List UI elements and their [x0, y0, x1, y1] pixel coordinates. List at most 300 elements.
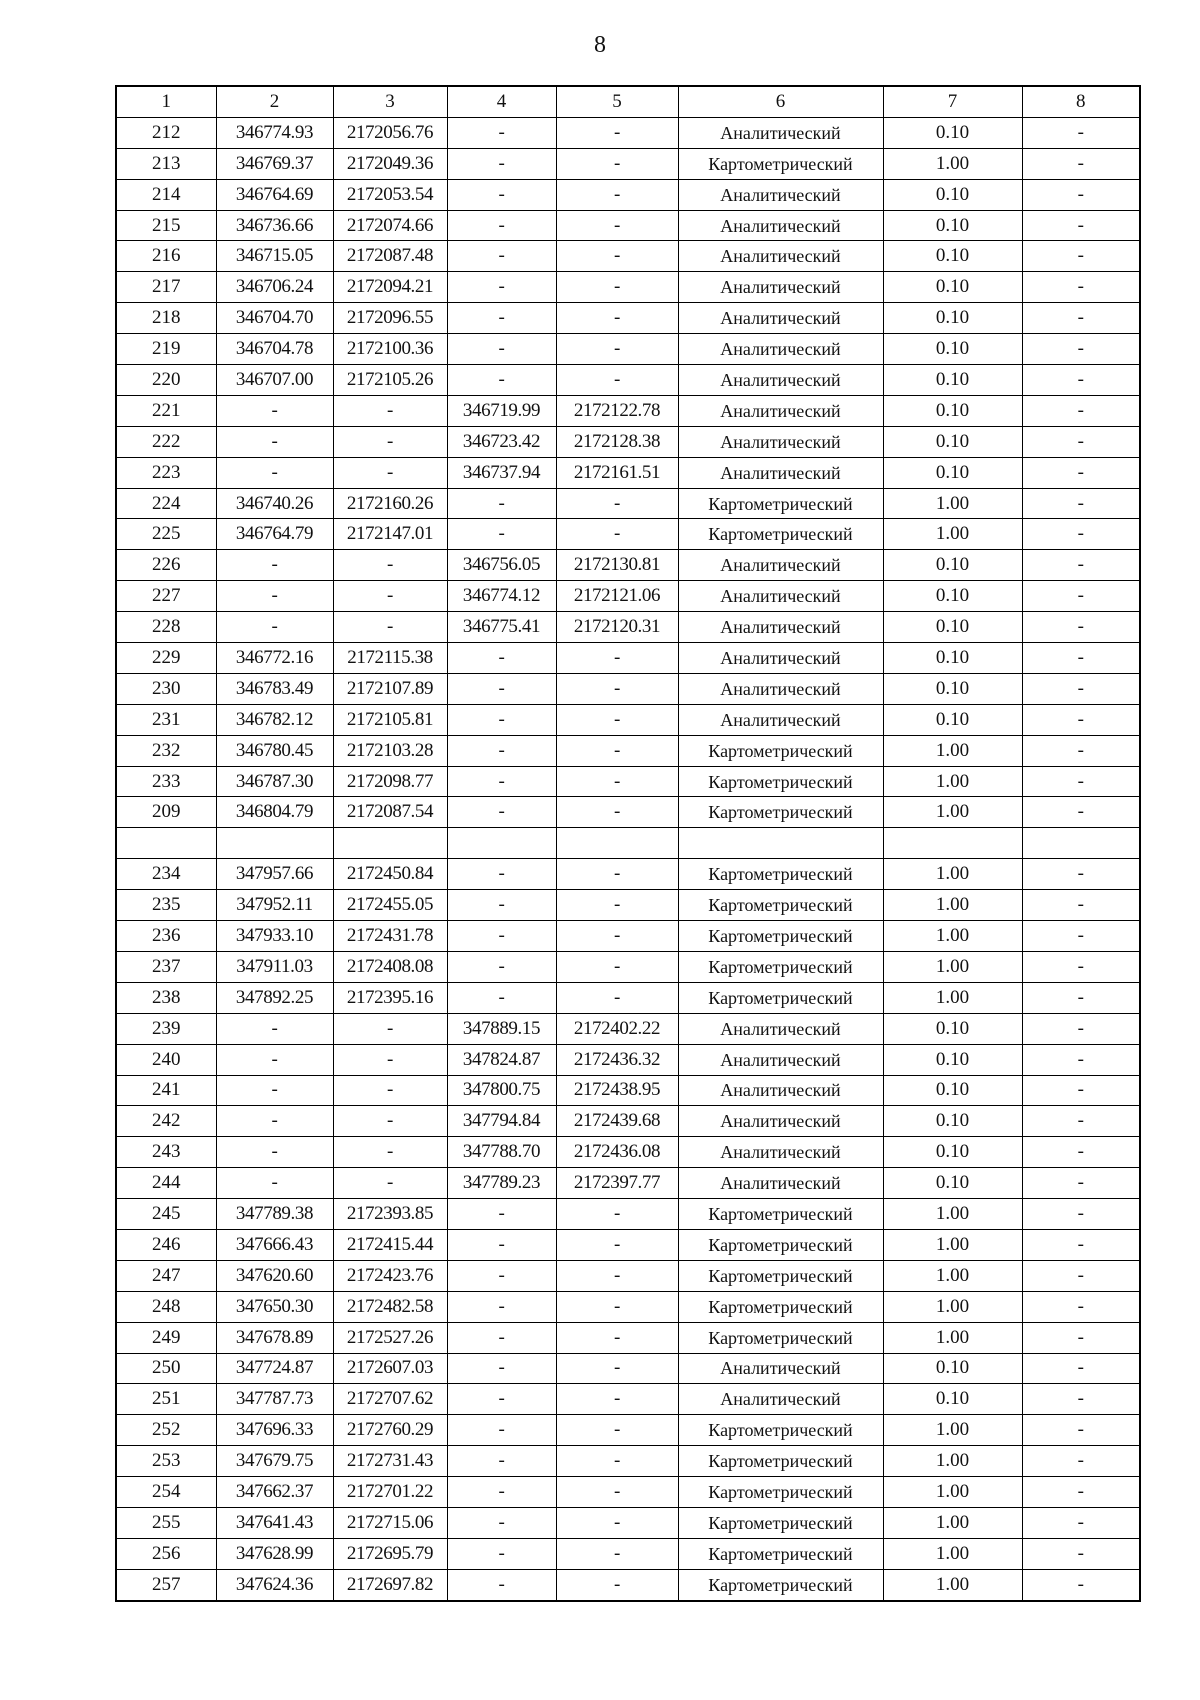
cell-x-alt: -	[447, 1477, 556, 1508]
cell-x: 347911.03	[216, 951, 333, 982]
table-row	[116, 1384, 1140, 1415]
cell-y: -	[333, 1013, 447, 1044]
cell-y: 2172760.29	[333, 1415, 447, 1446]
cell-accuracy: 0.10	[883, 272, 1022, 303]
table-row	[116, 1538, 1140, 1569]
cell-note: -	[1022, 673, 1140, 704]
cell-x: 346707.00	[216, 365, 333, 396]
cell-point-number: 253	[116, 1446, 216, 1477]
cell-method: Аналитический	[678, 457, 883, 488]
cell-point-number: 227	[116, 581, 216, 612]
cell-x-alt: 347800.75	[447, 1075, 556, 1106]
cell-accuracy: 0.10	[883, 117, 1022, 148]
cell-accuracy: 1.00	[883, 1229, 1022, 1260]
cell-note: -	[1022, 921, 1140, 952]
cell-method: Картометрический	[678, 1415, 883, 1446]
cell-note: -	[1022, 890, 1140, 921]
cell-accuracy: 0.10	[883, 1168, 1022, 1199]
cell-method: Картометрический	[678, 797, 883, 828]
cell-point-number: 214	[116, 179, 216, 210]
cell-method: Картометрический	[678, 1322, 883, 1353]
table-row	[116, 612, 1140, 643]
cell-y-alt: 2172120.31	[556, 612, 678, 643]
cell-note: -	[1022, 210, 1140, 241]
cell-y: -	[333, 395, 447, 426]
table-row	[116, 921, 1140, 952]
cell-x-alt: -	[447, 1415, 556, 1446]
cell-y: -	[333, 550, 447, 581]
table-row	[116, 1229, 1140, 1260]
cell-x-alt: -	[447, 1446, 556, 1477]
cell-x: 346783.49	[216, 673, 333, 704]
cell-y-alt: -	[556, 982, 678, 1013]
cell-y: 2172098.77	[333, 766, 447, 797]
cell-y: 2172107.89	[333, 673, 447, 704]
table-row	[116, 1322, 1140, 1353]
cell-y-alt: -	[556, 704, 678, 735]
cell-x: -	[216, 395, 333, 426]
cell-y-alt: 2172121.06	[556, 581, 678, 612]
cell-point-number: 221	[116, 395, 216, 426]
header-cell: 2	[216, 86, 333, 117]
cell-accuracy: 0.10	[883, 1075, 1022, 1106]
cell-y: -	[333, 581, 447, 612]
cell-x-alt: 346774.12	[447, 581, 556, 612]
cell-note: -	[1022, 766, 1140, 797]
cell-x-alt: -	[447, 519, 556, 550]
cell-point-number: 257	[116, 1569, 216, 1600]
cell-method: Аналитический	[678, 1106, 883, 1137]
cell-x-alt	[447, 828, 556, 859]
table-row	[116, 704, 1140, 735]
cell-y: 2172100.36	[333, 334, 447, 365]
cell-x: -	[216, 581, 333, 612]
cell-x-alt: -	[447, 1507, 556, 1538]
cell-x: 347892.25	[216, 982, 333, 1013]
cell-y: 2172087.48	[333, 241, 447, 272]
cell-accuracy: 0.10	[883, 612, 1022, 643]
cell-y-alt: -	[556, 488, 678, 519]
table-row	[116, 210, 1140, 241]
cell-accuracy: 0.10	[883, 704, 1022, 735]
cell-point-number: 251	[116, 1384, 216, 1415]
cell-point-number: 252	[116, 1415, 216, 1446]
cell-note: -	[1022, 1260, 1140, 1291]
cell-x: 347650.30	[216, 1291, 333, 1322]
cell-x-alt: -	[447, 704, 556, 735]
cell-note: -	[1022, 612, 1140, 643]
cell-point-number: 239	[116, 1013, 216, 1044]
cell-x: 347696.33	[216, 1415, 333, 1446]
cell-y-alt: 2172436.32	[556, 1044, 678, 1075]
table-row	[116, 1199, 1140, 1230]
cell-y: 2172482.58	[333, 1291, 447, 1322]
cell-method: Картометрический	[678, 519, 883, 550]
cell-y: 2172701.22	[333, 1477, 447, 1508]
cell-accuracy: 1.00	[883, 890, 1022, 921]
cell-y-alt: -	[556, 890, 678, 921]
cell-y: 2172408.08	[333, 951, 447, 982]
cell-method: Аналитический	[678, 673, 883, 704]
table-row	[116, 1013, 1140, 1044]
cell-y: 2172695.79	[333, 1538, 447, 1569]
cell-method: Аналитический	[678, 1384, 883, 1415]
cell-point-number: 232	[116, 735, 216, 766]
cell-point-number: 254	[116, 1477, 216, 1508]
table-body	[116, 86, 1140, 1601]
cell-y: 2172087.54	[333, 797, 447, 828]
cell-x: -	[216, 1137, 333, 1168]
cell-point-number: 212	[116, 117, 216, 148]
cell-note: -	[1022, 1229, 1140, 1260]
cell-accuracy: 1.00	[883, 488, 1022, 519]
cell-point-number: 255	[116, 1507, 216, 1538]
cell-y	[333, 828, 447, 859]
cell-y-alt: -	[556, 1291, 678, 1322]
cell-method: Аналитический	[678, 1044, 883, 1075]
cell-x-alt: 346723.42	[447, 426, 556, 457]
header-cell: 7	[883, 86, 1022, 117]
cell-method: Аналитический	[678, 581, 883, 612]
cell-note: -	[1022, 1199, 1140, 1230]
cell-y: 2172607.03	[333, 1353, 447, 1384]
cell-point-number: 213	[116, 148, 216, 179]
cell-y: -	[333, 1168, 447, 1199]
cell-x: 346782.12	[216, 704, 333, 735]
table-row	[116, 643, 1140, 674]
header-cell: 5	[556, 86, 678, 117]
cell-accuracy: 1.00	[883, 951, 1022, 982]
cell-x: 347933.10	[216, 921, 333, 952]
cell-y: 2172395.16	[333, 982, 447, 1013]
cell-accuracy: 1.00	[883, 1507, 1022, 1538]
cell-point-number: 256	[116, 1538, 216, 1569]
header-cell: 8	[1022, 86, 1140, 117]
cell-note: -	[1022, 643, 1140, 674]
cell-x-alt: 347824.87	[447, 1044, 556, 1075]
cell-y-alt: -	[556, 365, 678, 396]
cell-y: 2172049.36	[333, 148, 447, 179]
cell-x: 347662.37	[216, 1477, 333, 1508]
table-row	[116, 890, 1140, 921]
cell-note: -	[1022, 365, 1140, 396]
cell-x-alt: -	[447, 148, 556, 179]
cell-note: -	[1022, 1013, 1140, 1044]
cell-x-alt: -	[447, 735, 556, 766]
cell-accuracy: 0.10	[883, 1384, 1022, 1415]
table-row	[116, 1168, 1140, 1199]
cell-x: 346774.93	[216, 117, 333, 148]
cell-y: 2172455.05	[333, 890, 447, 921]
cell-x-alt: -	[447, 951, 556, 982]
table-row	[116, 797, 1140, 828]
table-row	[116, 179, 1140, 210]
cell-method: Картометрический	[678, 1291, 883, 1322]
cell-point-number: 235	[116, 890, 216, 921]
cell-y: 2172715.06	[333, 1507, 447, 1538]
cell-point-number: 231	[116, 704, 216, 735]
cell-accuracy: 0.10	[883, 179, 1022, 210]
cell-accuracy: 0.10	[883, 457, 1022, 488]
cell-note: -	[1022, 581, 1140, 612]
cell-method: Аналитический	[678, 643, 883, 674]
cell-y: 2172074.66	[333, 210, 447, 241]
cell-note: -	[1022, 550, 1140, 581]
cell-y: 2172697.82	[333, 1569, 447, 1600]
cell-point-number: 218	[116, 303, 216, 334]
cell-x: -	[216, 612, 333, 643]
cell-note: -	[1022, 117, 1140, 148]
cell-y-alt	[556, 828, 678, 859]
cell-x: -	[216, 1075, 333, 1106]
cell-point-number: 233	[116, 766, 216, 797]
cell-accuracy: 1.00	[883, 1538, 1022, 1569]
cell-method: Картометрический	[678, 1199, 883, 1230]
cell-x: -	[216, 1106, 333, 1137]
cell-note: -	[1022, 1168, 1140, 1199]
cell-y: 2172094.21	[333, 272, 447, 303]
cell-x: 347957.66	[216, 859, 333, 890]
cell-y-alt: 2172439.68	[556, 1106, 678, 1137]
cell-x: -	[216, 1044, 333, 1075]
cell-y: 2172393.85	[333, 1199, 447, 1230]
cell-x-alt: -	[447, 1538, 556, 1569]
cell-y: -	[333, 1106, 447, 1137]
cell-y-alt: 2172436.08	[556, 1137, 678, 1168]
cell-y-alt: 2172402.22	[556, 1013, 678, 1044]
cell-x-alt: -	[447, 890, 556, 921]
cell-x	[216, 828, 333, 859]
cell-x: 346706.24	[216, 272, 333, 303]
table-row	[116, 766, 1140, 797]
cell-y-alt: -	[556, 859, 678, 890]
cell-point-number: 224	[116, 488, 216, 519]
cell-x: 346704.78	[216, 334, 333, 365]
cell-y-alt: -	[556, 1446, 678, 1477]
cell-point-number: 223	[116, 457, 216, 488]
cell-method: Картометрический	[678, 766, 883, 797]
cell-y-alt: -	[556, 1199, 678, 1230]
cell-point-number: 220	[116, 365, 216, 396]
cell-x-alt: -	[447, 488, 556, 519]
cell-point-number: 246	[116, 1229, 216, 1260]
cell-note: -	[1022, 1507, 1140, 1538]
cell-note: -	[1022, 488, 1140, 519]
cell-note: -	[1022, 303, 1140, 334]
cell-note: -	[1022, 859, 1140, 890]
cell-accuracy: 1.00	[883, 1569, 1022, 1600]
cell-x-alt: -	[447, 303, 556, 334]
cell-y-alt: 2172128.38	[556, 426, 678, 457]
cell-x-alt: 346775.41	[447, 612, 556, 643]
cell-note: -	[1022, 179, 1140, 210]
cell-point-number: 229	[116, 643, 216, 674]
table-row	[116, 1415, 1140, 1446]
cell-y: 2172160.26	[333, 488, 447, 519]
table-row	[116, 1075, 1140, 1106]
cell-accuracy: 1.00	[883, 148, 1022, 179]
cell-x-alt: -	[447, 859, 556, 890]
coordinates-table	[115, 85, 1141, 1602]
cell-y: -	[333, 457, 447, 488]
cell-method: Аналитический	[678, 117, 883, 148]
cell-x-alt: -	[447, 210, 556, 241]
table-row	[116, 951, 1140, 982]
cell-point-number: 250	[116, 1353, 216, 1384]
cell-point-number: 228	[116, 612, 216, 643]
cell-point-number: 244	[116, 1168, 216, 1199]
cell-x: 346780.45	[216, 735, 333, 766]
cell-note: -	[1022, 982, 1140, 1013]
cell-point-number: 209	[116, 797, 216, 828]
cell-method: Аналитический	[678, 365, 883, 396]
cell-accuracy: 0.10	[883, 673, 1022, 704]
cell-y: -	[333, 1137, 447, 1168]
table-row	[116, 1446, 1140, 1477]
cell-accuracy: 1.00	[883, 921, 1022, 952]
cell-y-alt: -	[556, 1322, 678, 1353]
cell-x-alt: -	[447, 797, 556, 828]
cell-point-number: 240	[116, 1044, 216, 1075]
cell-note: -	[1022, 1106, 1140, 1137]
cell-accuracy: 0.10	[883, 1013, 1022, 1044]
cell-x-alt: -	[447, 643, 556, 674]
cell-x: 346736.66	[216, 210, 333, 241]
cell-y-alt: -	[556, 766, 678, 797]
cell-y: 2172415.44	[333, 1229, 447, 1260]
cell-method: Картометрический	[678, 1477, 883, 1508]
cell-y-alt: -	[556, 643, 678, 674]
cell-y-alt: -	[556, 1538, 678, 1569]
cell-y-alt: -	[556, 1569, 678, 1600]
header-cell: 4	[447, 86, 556, 117]
table-row	[116, 395, 1140, 426]
cell-y-alt: -	[556, 797, 678, 828]
cell-method: Картометрический	[678, 1569, 883, 1600]
table-row	[116, 488, 1140, 519]
cell-x-alt: -	[447, 673, 556, 704]
cell-accuracy: 0.10	[883, 395, 1022, 426]
cell-accuracy: 0.10	[883, 1353, 1022, 1384]
cell-accuracy: 0.10	[883, 210, 1022, 241]
cell-note: -	[1022, 1353, 1140, 1384]
cell-note: -	[1022, 1384, 1140, 1415]
cell-x: 347624.36	[216, 1569, 333, 1600]
cell-method: Картометрический	[678, 735, 883, 766]
cell-accuracy: 0.10	[883, 581, 1022, 612]
cell-note: -	[1022, 457, 1140, 488]
cell-method: Аналитический	[678, 1137, 883, 1168]
table-row	[116, 519, 1140, 550]
cell-point-number: 226	[116, 550, 216, 581]
cell-method: Аналитический	[678, 334, 883, 365]
cell-y-alt: -	[556, 1353, 678, 1384]
cell-y-alt: 2172122.78	[556, 395, 678, 426]
cell-point-number: 217	[116, 272, 216, 303]
cell-y-alt: 2172438.95	[556, 1075, 678, 1106]
cell-y: 2172103.28	[333, 735, 447, 766]
table-row	[116, 828, 1140, 859]
header-cell: 6	[678, 86, 883, 117]
cell-point-number: 222	[116, 426, 216, 457]
cell-x-alt: 346737.94	[447, 457, 556, 488]
cell-method: Картометрический	[678, 890, 883, 921]
table-row	[116, 426, 1140, 457]
cell-x: 346740.26	[216, 488, 333, 519]
cell-method: Аналитический	[678, 1168, 883, 1199]
cell-y: 2172731.43	[333, 1446, 447, 1477]
cell-x: 347789.38	[216, 1199, 333, 1230]
cell-y: -	[333, 1044, 447, 1075]
cell-y-alt: -	[556, 1260, 678, 1291]
table-row	[116, 334, 1140, 365]
cell-point-number: 237	[116, 951, 216, 982]
cell-point-number: 249	[116, 1322, 216, 1353]
table-row	[116, 1353, 1140, 1384]
cell-accuracy: 0.10	[883, 550, 1022, 581]
table-row	[116, 117, 1140, 148]
cell-x-alt: -	[447, 334, 556, 365]
cell-method: Аналитический	[678, 395, 883, 426]
cell-x-alt: -	[447, 1384, 556, 1415]
cell-point-number: 245	[116, 1199, 216, 1230]
table-row	[116, 1137, 1140, 1168]
cell-point-number: 215	[116, 210, 216, 241]
cell-x: 346772.16	[216, 643, 333, 674]
table-row	[116, 1507, 1140, 1538]
cell-y-alt: -	[556, 1229, 678, 1260]
cell-method: Картометрический	[678, 488, 883, 519]
cell-accuracy: 1.00	[883, 1477, 1022, 1508]
cell-x-alt: -	[447, 921, 556, 952]
cell-y-alt: -	[556, 673, 678, 704]
cell-y-alt: -	[556, 303, 678, 334]
cell-y-alt: -	[556, 272, 678, 303]
cell-note: -	[1022, 334, 1140, 365]
cell-x-alt: -	[447, 1353, 556, 1384]
cell-note: -	[1022, 1322, 1140, 1353]
cell-y: 2172105.26	[333, 365, 447, 396]
cell-note: -	[1022, 426, 1140, 457]
cell-note: -	[1022, 148, 1140, 179]
table-row	[116, 1044, 1140, 1075]
cell-note	[1022, 828, 1140, 859]
table-row	[116, 1477, 1140, 1508]
cell-point-number: 243	[116, 1137, 216, 1168]
cell-y-alt: -	[556, 735, 678, 766]
cell-x-alt: -	[447, 1199, 556, 1230]
cell-method: Картометрический	[678, 921, 883, 952]
cell-method: Картометрический	[678, 1260, 883, 1291]
cell-method: Аналитический	[678, 272, 883, 303]
cell-accuracy: 1.00	[883, 1260, 1022, 1291]
cell-method: Аналитический	[678, 179, 883, 210]
cell-x: -	[216, 1168, 333, 1199]
cell-note: -	[1022, 1044, 1140, 1075]
cell-point-number: 234	[116, 859, 216, 890]
table-row	[116, 550, 1140, 581]
cell-point-number: 230	[116, 673, 216, 704]
cell-accuracy: 1.00	[883, 1199, 1022, 1230]
cell-accuracy: 0.10	[883, 241, 1022, 272]
cell-method: Аналитический	[678, 550, 883, 581]
cell-x-alt: 347794.84	[447, 1106, 556, 1137]
cell-point-number: 241	[116, 1075, 216, 1106]
cell-point-number: 242	[116, 1106, 216, 1137]
cell-x-alt: -	[447, 365, 556, 396]
cell-y-alt: -	[556, 148, 678, 179]
cell-point-number: 248	[116, 1291, 216, 1322]
